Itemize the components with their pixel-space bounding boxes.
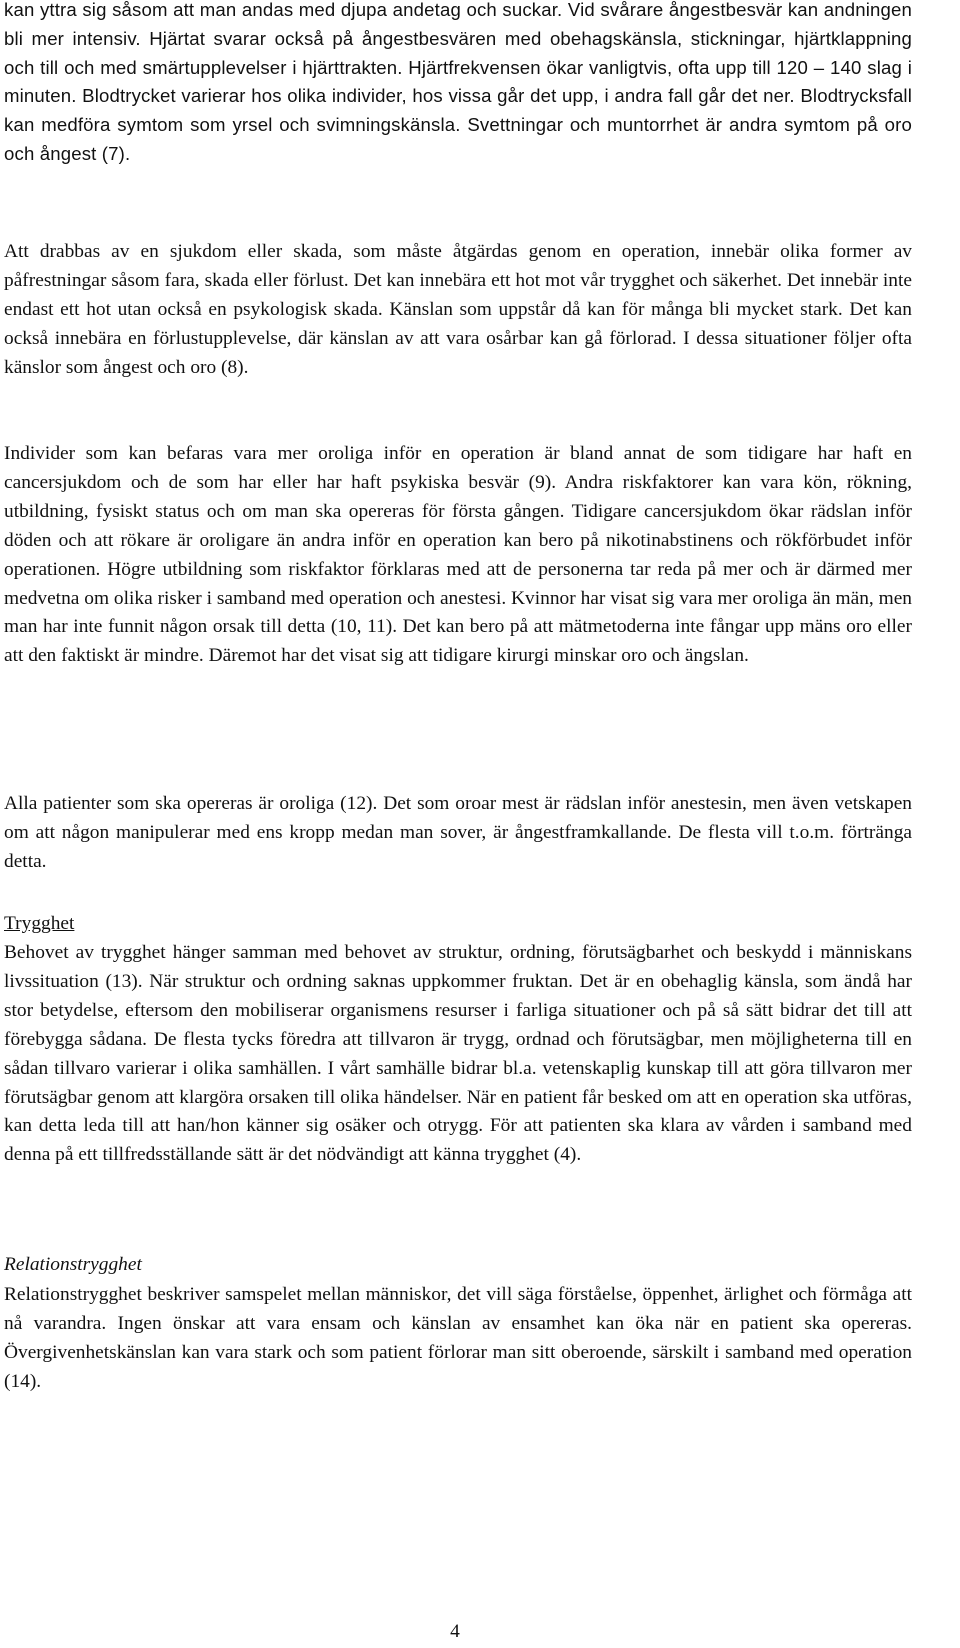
paragraph-risk-factors: Individer som kan befaras vara mer oroliga inför en operation är bland annat de som tidigare har haft en cancersjukdom och de som har eller har haft psykiska besvär (9). Andra riskfaktorer kan vara kön, rökning, utbildning, fysiskt status och om man ska opereras för första gången. Tidigare cancersjukdom ökar rädslan inför döden och att rökare är oroligare än andra inför en operation kan bero på nikotinabstinens och rökförbudet inför operationen. Högre utbildning som riskfaktor förklaras med att de personerna tar reda på mer och är därmed mer medvetna om olika risker i samband med operation och anestesi. Kvinnor har visat sig vara mer oroliga än män, men man har inte funnit någon orsak till detta (10, 11). Det kan bero på att mätmetoderna inte fångar upp mäns oro eller att den faktiskt är mindre. Däremot har det visat sig att tidigare kirurgi minskar oro och ängslan.: [4, 443, 912, 667]
page-number: 4: [450, 1621, 460, 1642]
paragraph-anesthesia-fear: Alla patienter som ska opereras är oroliga (12). Det som oroar mest är rädslan inför anestesin, men även vetskapen om att någon manipulerar med ens kropp medan man sover, är ångestframkallande. De flesta vill t.o.m. förtränga detta.: [4, 793, 912, 872]
paragraph-trygghet: Behovet av trygghet hänger samman med behovet av struktur, ordning, förutsägbarhet och beskydd i människans livssituation (13). När struktur och ordning saknas uppkommer fruktan. Det är en obehaglig känsla, som ändå har stor betydelse, eftersom den mobiliserar organismens resurser i farliga situationer och på så sätt bidrar det till att förebygga sådana. De flesta tycks föredra att tillvaron är trygg, ordnad och förutsägbar, men möjligheterna till en sådan tillvaro varierar i olika samhällen. I vårt samhälle bidrar bl.a. vetenskaplig kunskap till att göra tillvaron mer förutsägbar genom att klargöra orsaken till olika händelser. När en patient får besked om att en operation ska utföras, kan detta leda till att han/hon känner sig osäker och otrygg. För att patienten ska klara av vården i samband med denna på ett tillfredsställande sätt är det nödvändigt att känna trygghet (4).: [4, 942, 912, 1166]
paragraph-relationstrygghet: Relationstrygghet beskriver samspelet mellan människor, det vill säga förståelse, öppenhet, ärlighet och förmåga att nå varandra. Ingen önskar att vara ensam och känslan av ensamhet kan öka när en patient ska opereras. Övergivenhetskänslan kan vara stark och som patient förlorar man sitt oberoende, särskilt i samband med operation (14).: [4, 1284, 912, 1392]
subsection-heading-relationstrygghet: Relationstrygghet: [4, 1254, 142, 1275]
paragraph-symptoms: kan yttra sig såsom att man andas med djupa andetag och suckar. Vid svårare ångestbesvär kan andningen bli mer intensiv. Hjärtat svarar också på ångestbesvären med obehagskänsla, stickningar, hjärtklappning och till och med smärtupplevelser i hjärttrakten. Hjärtfrekvensen ökar vanligtvis, ofta upp till 120 – 140 slag i minuten. Blodtrycket varierar hos olika individer, hos vissa går det upp, i andra fall går det ner. Blodtrycksfall kan medföra symtom som yrsel och svimningskänsla. Svettningar och muntorrhet är andra symtom på oro och ångest (7).: [4, 0, 912, 164]
section-heading-trygghet: Trygghet: [4, 913, 75, 934]
paragraph-surgery-stress: Att drabbas av en sjukdom eller skada, som måste åtgärdas genom en operation, innebär olika former av påfrestningar såsom fara, skada eller förlust. Det kan innebära ett hot mot vår trygghet och säkerhet. Det innebär inte endast ett hot utan också en psykologisk skada. Känslan som uppstår då kan för många bli mycket stark. Det kan också innebära en förlustupplevelse, där känslan av att vara osårbar kan gå förlorad. I dessa situationer följer ofta känslor som ångest och oro (8).: [4, 241, 912, 378]
